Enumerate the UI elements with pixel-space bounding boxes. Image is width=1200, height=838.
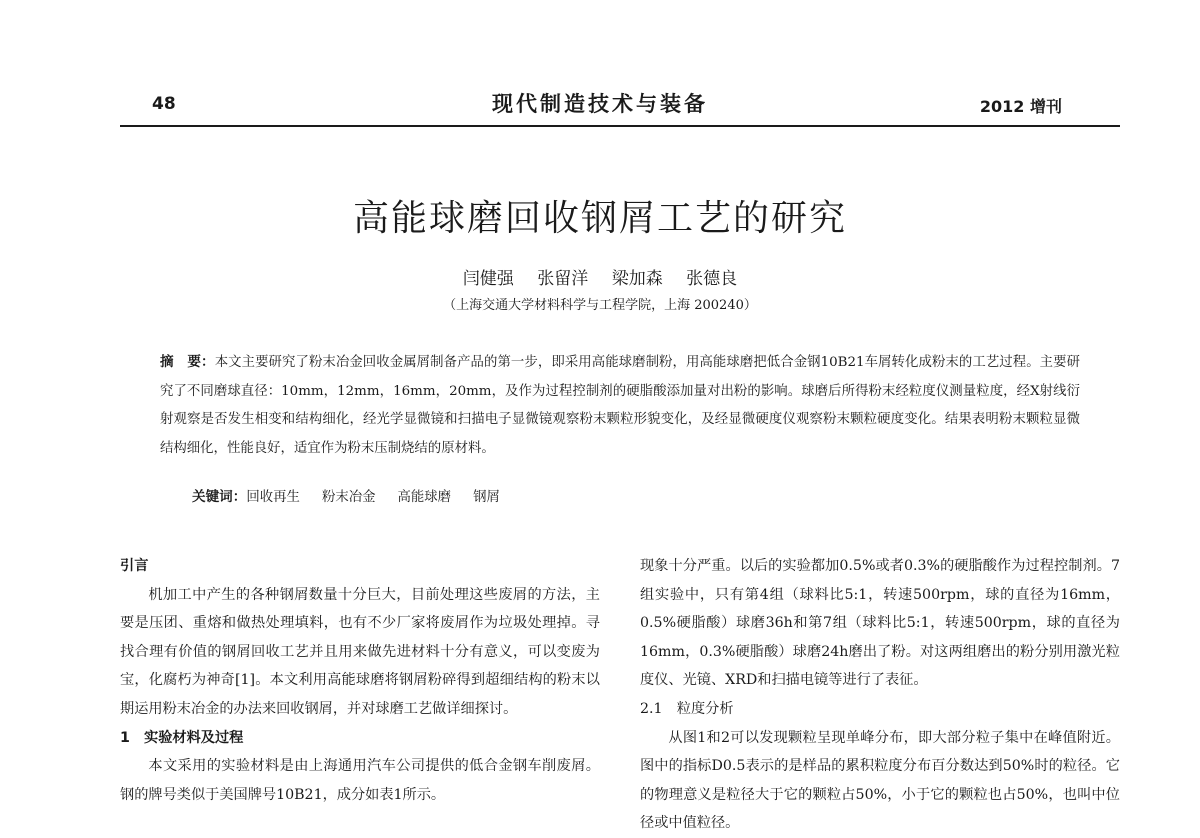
keyword: 高能球磨 xyxy=(397,490,452,505)
affiliation: （上海交通大学材料科学与工程学院，上海 200240） xyxy=(443,298,757,313)
author: 闫健强 xyxy=(462,269,514,289)
author: 张留洋 xyxy=(537,269,589,289)
article-title: 高能球磨回收钢屑工艺的研究 xyxy=(352,198,847,239)
author-list xyxy=(0,264,1200,289)
abstract-label: 摘 要： xyxy=(160,354,215,370)
keyword: 钢屑 xyxy=(473,490,500,505)
section1-paragraph: 本文采用的实验材料是由上海通用汽车公司提供的低合金钢车削废屑。钢的牌号类似于美国牌号10B21，成分如表1所示。 xyxy=(120,758,600,803)
intro-heading: 引言 xyxy=(120,558,149,574)
keyword: 回收再生 xyxy=(246,490,300,505)
right-column xyxy=(640,552,1120,838)
journal-issue: 2012 增刊 xyxy=(979,97,1062,116)
keywords-label: 关键词： xyxy=(192,489,247,505)
abstract-text: 本文主要研究了粉末冶金回收金属屑制备产品的第一步，即采用高能球磨制粉，用高能球磨把低合金钢10B21车屑转化成粉末的工艺过程。主要研究了不同磨球直径：10mm，12mm，16mm，20mm，及作为过程控制剂的硬脂酸添加量对出粉的影响。球磨后所得粉末经粒度仪测量粒度，经X射线衍射观察是否发生相变和结构细化，经光学显微镜和扫描电子显微镜观察粉末颗粒形貌变化，及经显微硬度仪观察粉末颗粒硬度变化。结果表明粉末颗粒显微结构细化，性能良好，适宜作为粉末压制烧结的原材料。 xyxy=(160,355,1081,456)
intro-paragraph: 机加工中产生的各种钢屑数量十分巨大，目前处理这些废屑的方法，主要是压团、重熔和做热处理填料，也有不少厂家将废屑作为垃圾处理掉。寻找合理有价值的钢屑回收工艺并且用来做先进材料十分有意义，可以变废为宝，化腐朽为神奇[1]。本文利用高能球磨将钢屑粉碎得到超细结构的粉末以期运用粉末冶金的办法来回收钢屑，并对球磨工艺做详细探讨。 xyxy=(120,586,600,717)
keywords xyxy=(192,485,522,510)
author: 张德良 xyxy=(686,269,738,289)
page-number: 48 xyxy=(152,94,176,114)
author: 梁加森 xyxy=(611,269,663,289)
section1-heading: 1 实验材料及过程 xyxy=(120,729,244,746)
keyword: 粉末冶金 xyxy=(321,490,376,505)
journal-name: 现代制造技术与装备 xyxy=(492,92,708,116)
abstract xyxy=(160,348,1080,463)
subsection-heading: 2.1 粒度分析 xyxy=(640,700,734,717)
granularity-paragraph: 从图1和2可以发现颗粒呈现单峰分布，即大部分粒子集中在峰值附近。图中的指标D0.5表示的是样品的累积粒度分布百分数达到50%时的粒径。它的物理意义是粒径大于它的颗粒占50%，小于它的颗粒也占50%，也叫中位径或中值粒径。 xyxy=(640,729,1120,832)
header-rule xyxy=(120,125,1120,127)
left-column xyxy=(120,552,600,809)
continued-paragraph: 现象十分严重。以后的实验都加0.5%或者0.3%的硬脂酸作为过程控制剂。7组实验中，只有第4组（球料比5:1，转速500rpm，球的直径为16mm，0.5%硬脂酸）球磨36h和第7组（球料比5:1，转速500rpm，球的直径为16mm，0.3%硬脂酸）球磨24h磨出了粉。对这两组磨出的粉分别用激光粒度仪、光镜、XRD和扫描电镜等进行了表征。 xyxy=(640,558,1120,689)
